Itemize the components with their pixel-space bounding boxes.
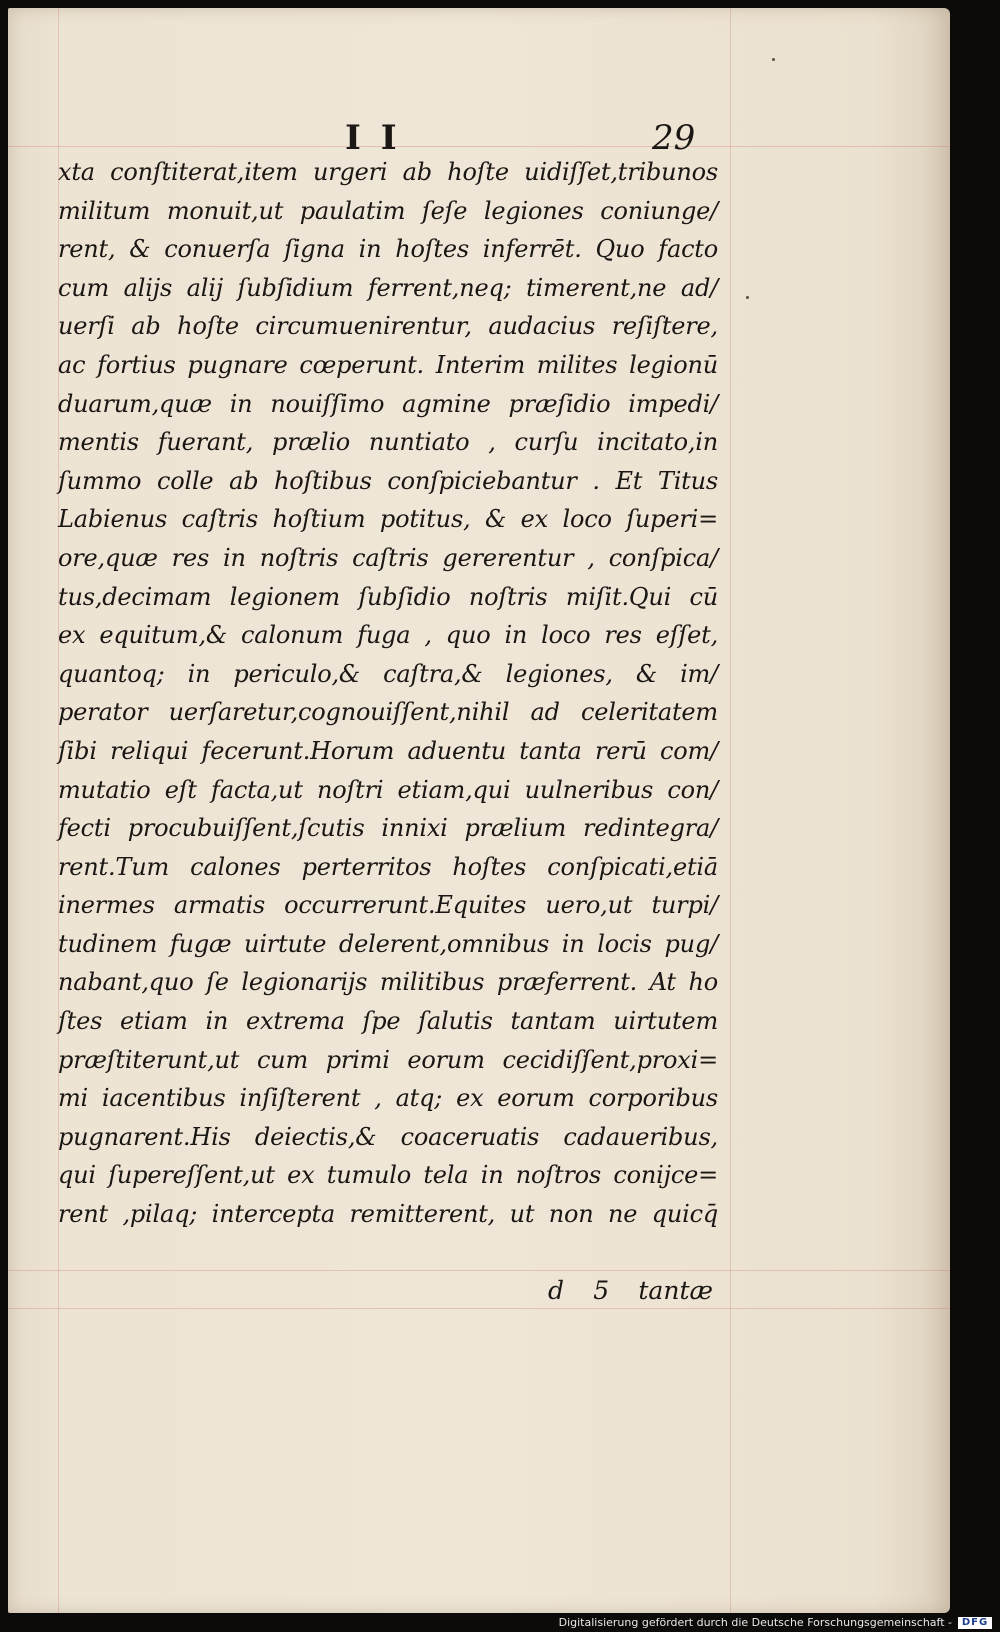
text-line: mutatio eſt facta,ut noſtri etiam,qui uulneribus con/ bbox=[58, 775, 718, 804]
signature-mark: I I bbox=[345, 118, 401, 158]
catchword: tantæ bbox=[638, 1276, 713, 1305]
text-line: duarum,quæ in nouiſſimo agmine præſidio impedi/ bbox=[58, 389, 718, 418]
text-line: inermes armatis occurrerunt.Equites uero,ut turpi/ bbox=[58, 891, 718, 920]
text-line: rent ,pilaq; intercepta remitterent, ut non ne quicq̄ bbox=[58, 1200, 718, 1229]
paper-speck bbox=[746, 296, 749, 299]
body-text bbox=[58, 153, 718, 1234]
text-line: rent.Tum calones perterritos hoſtes conſpicati,etiā bbox=[58, 852, 718, 881]
text-line: Labienus caſtris hoſtium potitus, & ex loco ſuperi= bbox=[58, 505, 718, 534]
dfg-logo-icon: DFG bbox=[958, 1617, 992, 1629]
ruling-line bbox=[8, 146, 950, 147]
catchline bbox=[548, 1276, 713, 1305]
folio-number: 29 bbox=[652, 118, 696, 158]
text-line: militum monuit,ut paulatim ſeſe legiones coniunge/ bbox=[58, 196, 718, 225]
text-line: pugnarent.His deiectis,& coaceruatis cadaueribus, bbox=[58, 1122, 718, 1151]
text-line: xta conſtiterat,item urgeri ab hoſte uidiſſet,tribunos bbox=[58, 158, 718, 186]
ruling-line bbox=[8, 1270, 950, 1271]
ruling-line bbox=[730, 8, 731, 1613]
text-line: ac fortius pugnare cœperunt. Interim milites legionū bbox=[58, 350, 718, 379]
text-line: mentis fuerant, prælio nuntiato , curſu incitato,in bbox=[58, 428, 718, 457]
text-line: qui ſupereſſent,ut ex tumulo tela in noſtros conijce= bbox=[58, 1161, 718, 1190]
text-line: ſummo colle ab hoſtibus conſpiciebantur . Et Titus bbox=[58, 466, 718, 495]
text-line: ore,quæ res in noſtris caſtris gererentur , conſpica/ bbox=[58, 543, 718, 572]
text-line: præſtiterunt,ut cum primi eorum cecidiſſent,proxi= bbox=[58, 1045, 718, 1074]
catch-number: 5 bbox=[593, 1276, 610, 1305]
text-line: rent, & conuerſa ſigna in hoſtes inferrēt. Quo facto bbox=[58, 235, 718, 264]
text-line: ſibi reliqui fecerunt.Horum aduentu tanta rerū com/ bbox=[58, 736, 718, 765]
text-line: perator uerſaretur,cognouiſſent,nihil ad celeritatem bbox=[58, 698, 718, 727]
text-line: tudinem fugæ uirtute delerent,omnibus in locis pug/ bbox=[58, 929, 718, 958]
funding-note: Digitalisierung gefördert durch die Deutsche Forschungsgemeinschaft - bbox=[558, 1616, 952, 1629]
text-line: fecti procubuiſſent,ſcutis innixi prælium redintegra/ bbox=[58, 814, 718, 843]
text-line: ſtes etiam in extrema ſpe ſalutis tantam uirtutem bbox=[58, 1007, 718, 1036]
text-line: uerſi ab hoſte circumuenirentur, audacius reſiſtere, bbox=[58, 312, 718, 341]
text-line: nabant,quo ſe legionarijs militibus præferrent. At ho bbox=[58, 968, 718, 997]
catch-signature: d bbox=[548, 1276, 565, 1305]
text-line: ex equitum,& calonum fuga , quo in loco res eſſet, bbox=[58, 621, 718, 650]
ruling-line bbox=[8, 1308, 950, 1309]
paper-speck bbox=[772, 58, 775, 61]
text-line: tus,decimam legionem ſubſidio noſtris miſit.Qui cū bbox=[58, 582, 718, 611]
text-line: cum alijs alij ſubſidium ferrent,neq; timerent,ne ad/ bbox=[58, 273, 718, 302]
text-line: mi iacentibus inſiſterent , atq; ex eorum corporibus bbox=[58, 1084, 718, 1113]
text-line: quantoq; in periculo,& caſtra,& legiones, & im/ bbox=[58, 659, 718, 688]
